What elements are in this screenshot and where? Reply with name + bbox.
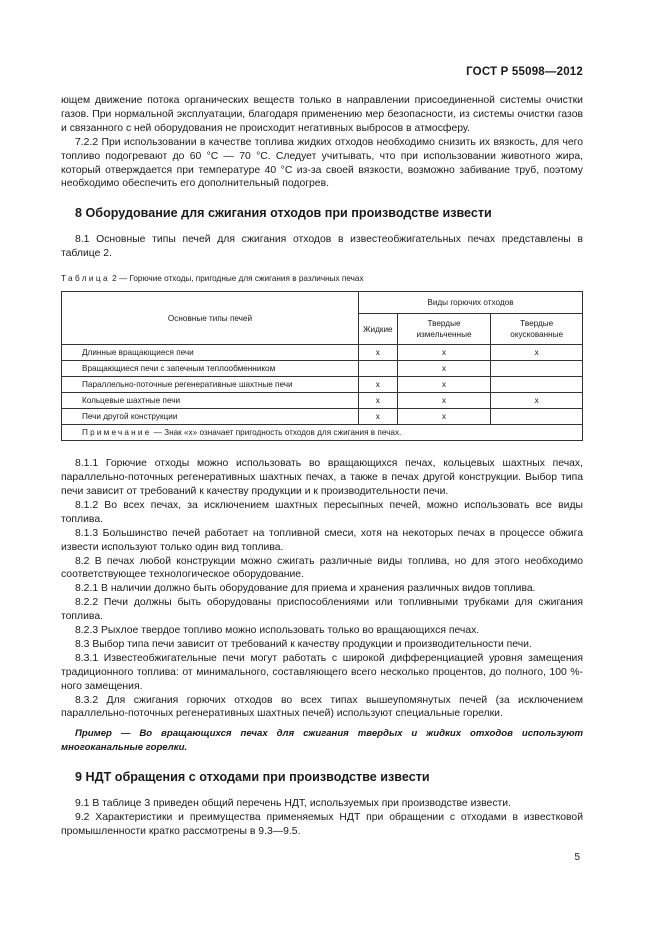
paragraph-7-2-2: 7.2.2 При использовании в качестве топлива жидких отходов необходимо снизить их вязкость, для чего топливо подогревают до 60 °C — 70 °C. Следует учитывать, что при использовании животного жира, который отверждается при температуре 40 °C из-за своей вязкости, возможно забивание труб, поэтому необходимо обеспечить его дополнительный подогрев. bbox=[61, 136, 583, 190]
paragraph-8-1: 8.1 Основные типы печей для сжигания отходов в известеобжигательных печах представлены в таблице 2. bbox=[61, 234, 583, 260]
table-row bbox=[62, 377, 583, 393]
table-row bbox=[62, 361, 583, 377]
fuel-table bbox=[61, 291, 583, 441]
example-text: — Во вращающихся печах для сжигания твердых и жидких отходов используют многоканальные горелки. bbox=[61, 728, 583, 754]
table-cell-name: Кольцевые шахтные печи bbox=[62, 393, 359, 409]
paragraph-8-3: 8.3 Выбор типа печи зависит от требований к качеству продукции и производительности печи. bbox=[75, 638, 532, 650]
table-row bbox=[62, 409, 583, 425]
example-note bbox=[61, 727, 583, 755]
table-caption bbox=[61, 273, 583, 284]
table-cell-name: Параллельно-поточные регенеративные шахтные печи bbox=[62, 377, 359, 393]
table-cell-mark: x bbox=[491, 393, 583, 409]
table-cell-name: Длинные вращающиеся печи bbox=[62, 345, 359, 361]
paragraph-8-2-2: 8.2.2 Печи должны быть оборудованы приспособлениями или топливными трубками для сжигания топлива. bbox=[61, 597, 583, 623]
section-8-title: 8 Оборудование для сжигания отходов при производстве извести bbox=[75, 206, 492, 221]
section-9-title: 9 НДТ обращения с отходами при производстве извести bbox=[75, 770, 430, 785]
paragraph-8-2: 8.2 В печах любой конструкции можно сжигать различные виды топлива, но для этого необходимо соответствующее технологическое оборудование. bbox=[61, 555, 583, 581]
paragraph-8-3-1: 8.3.1 Известеобжигательные печи могут работать с широкой дифференциацией уровня замещения традиционного топлива: от минимального, составляющего всего несколько процентов, до полного, 100 %-ного замещения. bbox=[61, 652, 583, 692]
table-cell-mark: x bbox=[397, 345, 491, 361]
table-cell-name: Печи другой конструкции bbox=[62, 409, 359, 425]
paragraph-8-2-3: 8.2.3 Рыхлое твердое топливо можно использовать только во вращающихся печах. bbox=[75, 625, 480, 637]
document-header: ГОСТ Р 55098—2012 bbox=[466, 66, 583, 78]
table-cell-mark bbox=[491, 377, 583, 393]
table-note-row bbox=[62, 425, 583, 441]
table-cell-mark: x bbox=[491, 345, 583, 361]
table-cell-mark: x bbox=[358, 409, 397, 425]
table-cell-mark: x bbox=[397, 377, 491, 393]
table-cell-mark bbox=[491, 361, 583, 377]
page-number: 5 bbox=[574, 852, 580, 863]
table-note-text: — Знак «х» означает пригодность отходов для сжигания в печах. bbox=[151, 428, 402, 438]
table-caption-label: Таблица bbox=[61, 274, 110, 284]
table-caption-text: 2 — Горючие отходы, пригодные для сжигания в различных печах bbox=[109, 274, 364, 284]
paragraph-8-1-2: 8.1.2 Во всех печах, за исключением шахтных пересыпных печей, можно использовать все виды топлива. bbox=[61, 499, 583, 525]
table-note-label: Примечание bbox=[82, 428, 152, 438]
paragraph-8-2-1: 8.2.1 В наличии должно быть оборудование для приема и хранения различных видов топлива. bbox=[75, 583, 536, 595]
table-cell-mark bbox=[491, 409, 583, 425]
table-cell-mark: x bbox=[397, 393, 491, 409]
table-cell-mark: x bbox=[358, 345, 397, 361]
table-row bbox=[62, 345, 583, 361]
example-label: Пример bbox=[75, 728, 112, 740]
document-body bbox=[61, 94, 583, 839]
table-header-waste-types: Виды горючих отходов bbox=[358, 292, 582, 314]
table-header-furnace-types: Основные типы печей bbox=[62, 292, 359, 345]
table-header-solid-ground: Твердые измельченные bbox=[397, 314, 491, 345]
paragraph-8-3-2: 8.3.2 Для сжигания горючих отходов во всех типах вышеупомянутых печей (за исключением параллельно-поточных регенеративных шахтных печей) используют специальные горелки. bbox=[61, 694, 583, 720]
table-cell-mark: x bbox=[358, 377, 397, 393]
paragraph-9-1: 9.1 В таблице 3 приведен общий перечень НДТ, используемых при производстве извести. bbox=[75, 798, 511, 810]
paragraph-8-1-1: 8.1.1 Горючие отходы можно использовать во вращающихся печах, кольцевых шахтных печах, параллельно-поточных регенеративных шахтных печах, а также в печах другой конструкции. Выбор типа печи зависит от требований к качеству продукции и к производительности печи. bbox=[61, 458, 583, 497]
table-cell-name: Вращающиеся печи с запечным теплообменником bbox=[62, 361, 359, 377]
table-note bbox=[62, 425, 583, 441]
paragraph: ющем движение потока органических веществ только в направлении присоединенной системы очистки газов. При нормальной эксплуатации, благодаря применению мер безопасности, из системы очистки газов и связанного с ней оборудования не происходит негативных выбросов в атмосферу. bbox=[61, 95, 583, 134]
table-header-liquid: Жидкие bbox=[358, 314, 397, 345]
table-row bbox=[62, 393, 583, 409]
table-cell-mark: x bbox=[397, 361, 491, 377]
paragraph-8-1-3: 8.1.3 Большинство печей работает на топливной смеси, хотя на некоторых печах в процессе обжига извести используют только один вид топлива. bbox=[61, 527, 583, 553]
table-cell-mark: x bbox=[397, 409, 491, 425]
table-cell-mark: x bbox=[358, 393, 397, 409]
table-header-solid-lump: Твердые окускованные bbox=[491, 314, 583, 345]
paragraph-9-2: 9.2 Характеристики и преимущества применяемых НДТ при обращении с отходами в известковой промышленности кратко рассмотрены в 9.3—9.5. bbox=[61, 812, 583, 837]
table-cell-mark bbox=[358, 361, 397, 377]
